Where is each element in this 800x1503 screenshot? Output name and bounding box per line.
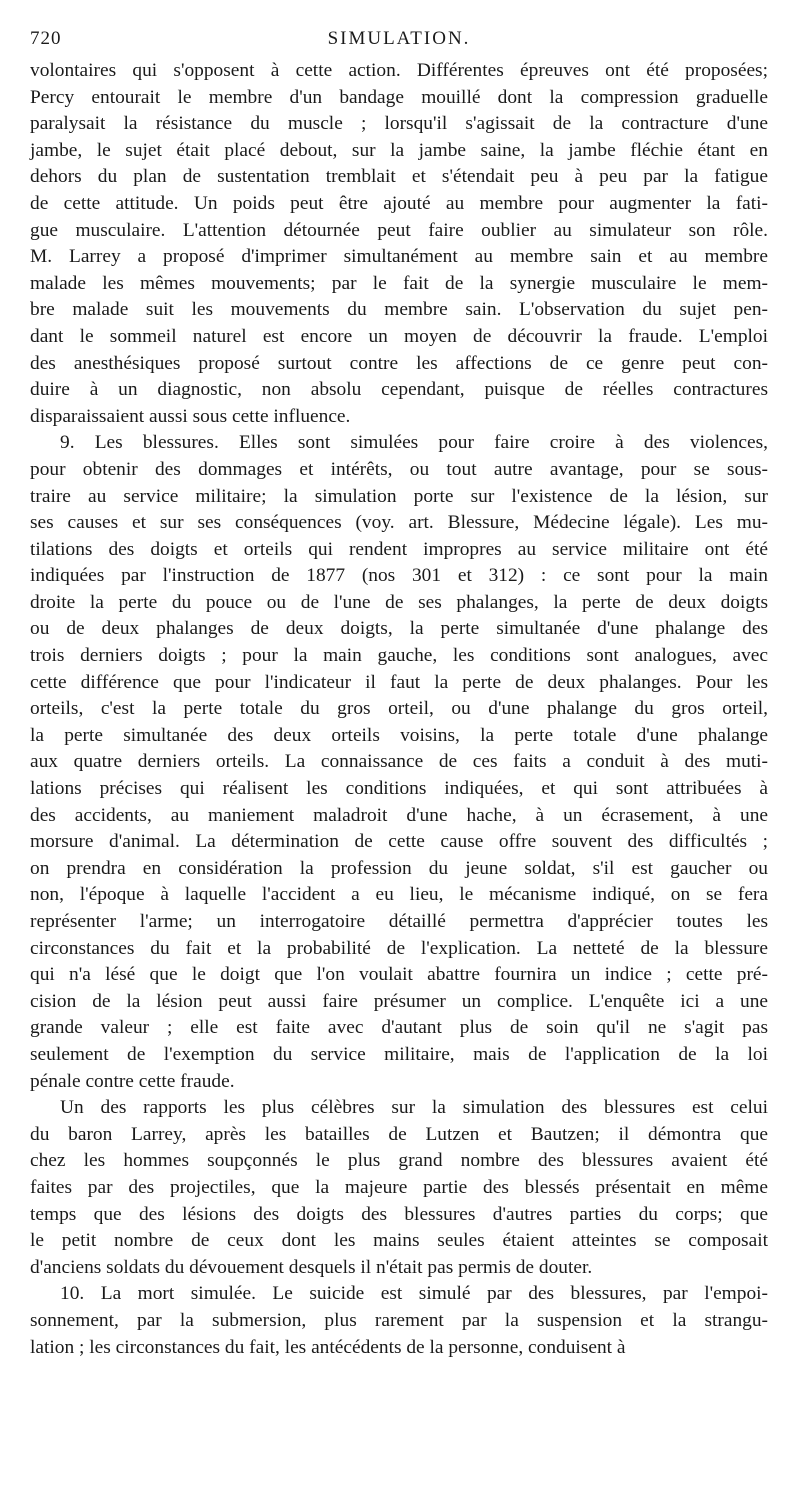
text-line: orteils, c'est la perte totale du gros orteil, ou d'une phalange du gros orteil, (30, 698, 768, 720)
paragraph-p2 (30, 430, 768, 1095)
text-line: indiquées par l'instruction de 1877 (nos 301 et 312) : ce sont pour la main (30, 565, 768, 587)
text-line: lations précises qui réalisent les conditions indiquées, et qui sont attribuées à (30, 778, 768, 800)
paragraph-p3 (30, 1095, 768, 1281)
text-line: pénale contre cette fraude. (30, 1070, 235, 1092)
text-line: lation ; les circonstances du fait, les antécédents de la personne, conduisent à (30, 1336, 626, 1358)
text-line: seulement de l'exemption du service militaire, mais de l'application de la loi (30, 1043, 768, 1065)
body-text (30, 58, 768, 1361)
text-line: le petit nombre de ceux dont les mains seules étaient atteintes se composait (30, 1230, 768, 1252)
text-line: tilations des doigts et orteils qui rendent impropres au service militaire ont été (30, 538, 768, 560)
text-line: de cette attitude. Un poids peut être ajouté au membre pour augmenter la fati- (30, 192, 768, 214)
text-line: Percy entourait le membre d'un bandage mouillé dont la compression graduelle (30, 86, 768, 108)
text-line: volontaires qui s'opposent à cette action. Différentes épreuves ont été proposées; (30, 60, 768, 81)
text-line: aux quatre derniers orteils. La connaissance de ces faits a conduit à des muti- (30, 751, 768, 773)
text-line: 10. La mort simulée. Le suicide est simulé par des blessures, par l'empoi- (60, 1283, 768, 1305)
text-line: dant le sommeil naturel est encore un moyen de découvrir la fraude. L'emploi (30, 325, 768, 347)
text-line: duire à un diagnostic, non absolu cependant, puisque de réelles contractures (30, 379, 768, 401)
text-line: disparaissaient aussi sous cette influence. (30, 405, 351, 427)
page-number: 720 (30, 28, 62, 49)
text-line: morsure d'animal. La détermination de cette cause offre souvent des difficultés ; (30, 831, 768, 853)
text-line: malade les mêmes mouvements; par le fait de la synergie musculaire le mem- (30, 272, 768, 294)
text-line: droite la perte du pouce ou de l'une de ses phalanges, la perte de deux doigts (30, 591, 768, 613)
text-line: faites par des projectiles, que la majeure partie des blessés présentait en même (30, 1176, 768, 1198)
book-page (30, 28, 768, 1361)
text-line: 9. Les blessures. Elles sont simulées pour faire croire à des violences, (60, 432, 768, 454)
text-line: des anesthésiques proposé surtout contre les affections de ce genre peut con- (30, 352, 768, 374)
text-line: ses causes et sur ses conséquences (voy. art. Blessure, Médecine légale). Les mu- (30, 512, 768, 534)
paragraph-p1 (30, 58, 768, 430)
running-head (30, 28, 768, 58)
text-line: gue musculaire. L'attention détournée peut faire oublier au simulateur son rôle. (30, 219, 768, 241)
text-line: sonnement, par la submersion, plus rarement par la suspension et la strangu- (30, 1309, 768, 1331)
paragraph-p4 (30, 1281, 768, 1361)
text-line: non, l'époque à laquelle l'accident a eu lieu, le mécanisme indiqué, on se fera (30, 884, 768, 906)
text-line: cette différence que pour l'indicateur il faut la perte de deux phalanges. Pour les (30, 671, 768, 693)
text-line: représenter l'arme; un interrogatoire détaillé permettra d'apprécier toutes les (30, 911, 768, 932)
text-line: d'anciens soldats du dévouement desquels il n'était pas permis de douter. (30, 1256, 593, 1278)
text-line: dehors du plan de sustentation tremblait et s'étendait peu à peu par la fatigue (30, 166, 768, 188)
text-line: M. Larrey a proposé d'imprimer simultanément au membre sain et au membre (30, 246, 768, 268)
text-line: bre malade suit les mouvements du membre sain. L'observation du sujet pen- (30, 299, 768, 321)
text-line: pour obtenir des dommages et intérêts, ou tout autre avantage, pour se sous- (30, 458, 768, 480)
text-line: grande valeur ; elle est faite avec d'autant plus de soin qu'il ne s'agit pas (30, 1017, 768, 1039)
text-line: paralysait la résistance du muscle ; lorsqu'il s'agissait de la contracture d'une (30, 113, 768, 135)
text-line: trois derniers doigts ; pour la main gauche, les conditions sont analogues, avec (30, 645, 768, 667)
text-line: ou de deux phalanges de deux doigts, la perte simultanée d'une phalange des (30, 618, 768, 640)
text-line: la perte simultanée des deux orteils voisins, la perte totale d'une phalange (30, 724, 768, 746)
text-line: jambe, le sujet était placé debout, sur la jambe saine, la jambe fléchie étant en (30, 139, 768, 161)
running-title: SIMULATION. (327, 28, 471, 49)
text-line: qui n'a lésé que le doigt que l'on voulait abattre fournira un indice ; cette pré- (30, 964, 768, 986)
text-line: cision de la lésion peut aussi faire présumer un complice. L'enquête ici a une (30, 990, 768, 1012)
text-line: Un des rapports les plus célèbres sur la simulation des blessures est celui (60, 1097, 768, 1119)
text-line: on prendra en considération la profession du jeune soldat, s'il est gaucher ou (30, 857, 768, 879)
text-line: des accidents, au maniement maladroit d'une hache, à un écrasement, à une (30, 804, 768, 826)
text-line: du baron Larrey, après les batailles de Lutzen et Bautzen; il démontra que (30, 1123, 768, 1145)
text-line: traire au service militaire; la simulation porte sur l'existence de la lésion, sur (30, 485, 768, 507)
text-line: circonstances du fait et la probabilité de l'explication. La netteté de la blessure (30, 937, 768, 959)
text-line: temps que des lésions des doigts des blessures d'autres parties du corps; que (30, 1203, 768, 1225)
text-line: chez les hommes soupçonnés le plus grand nombre des blessures avaient été (30, 1150, 768, 1172)
